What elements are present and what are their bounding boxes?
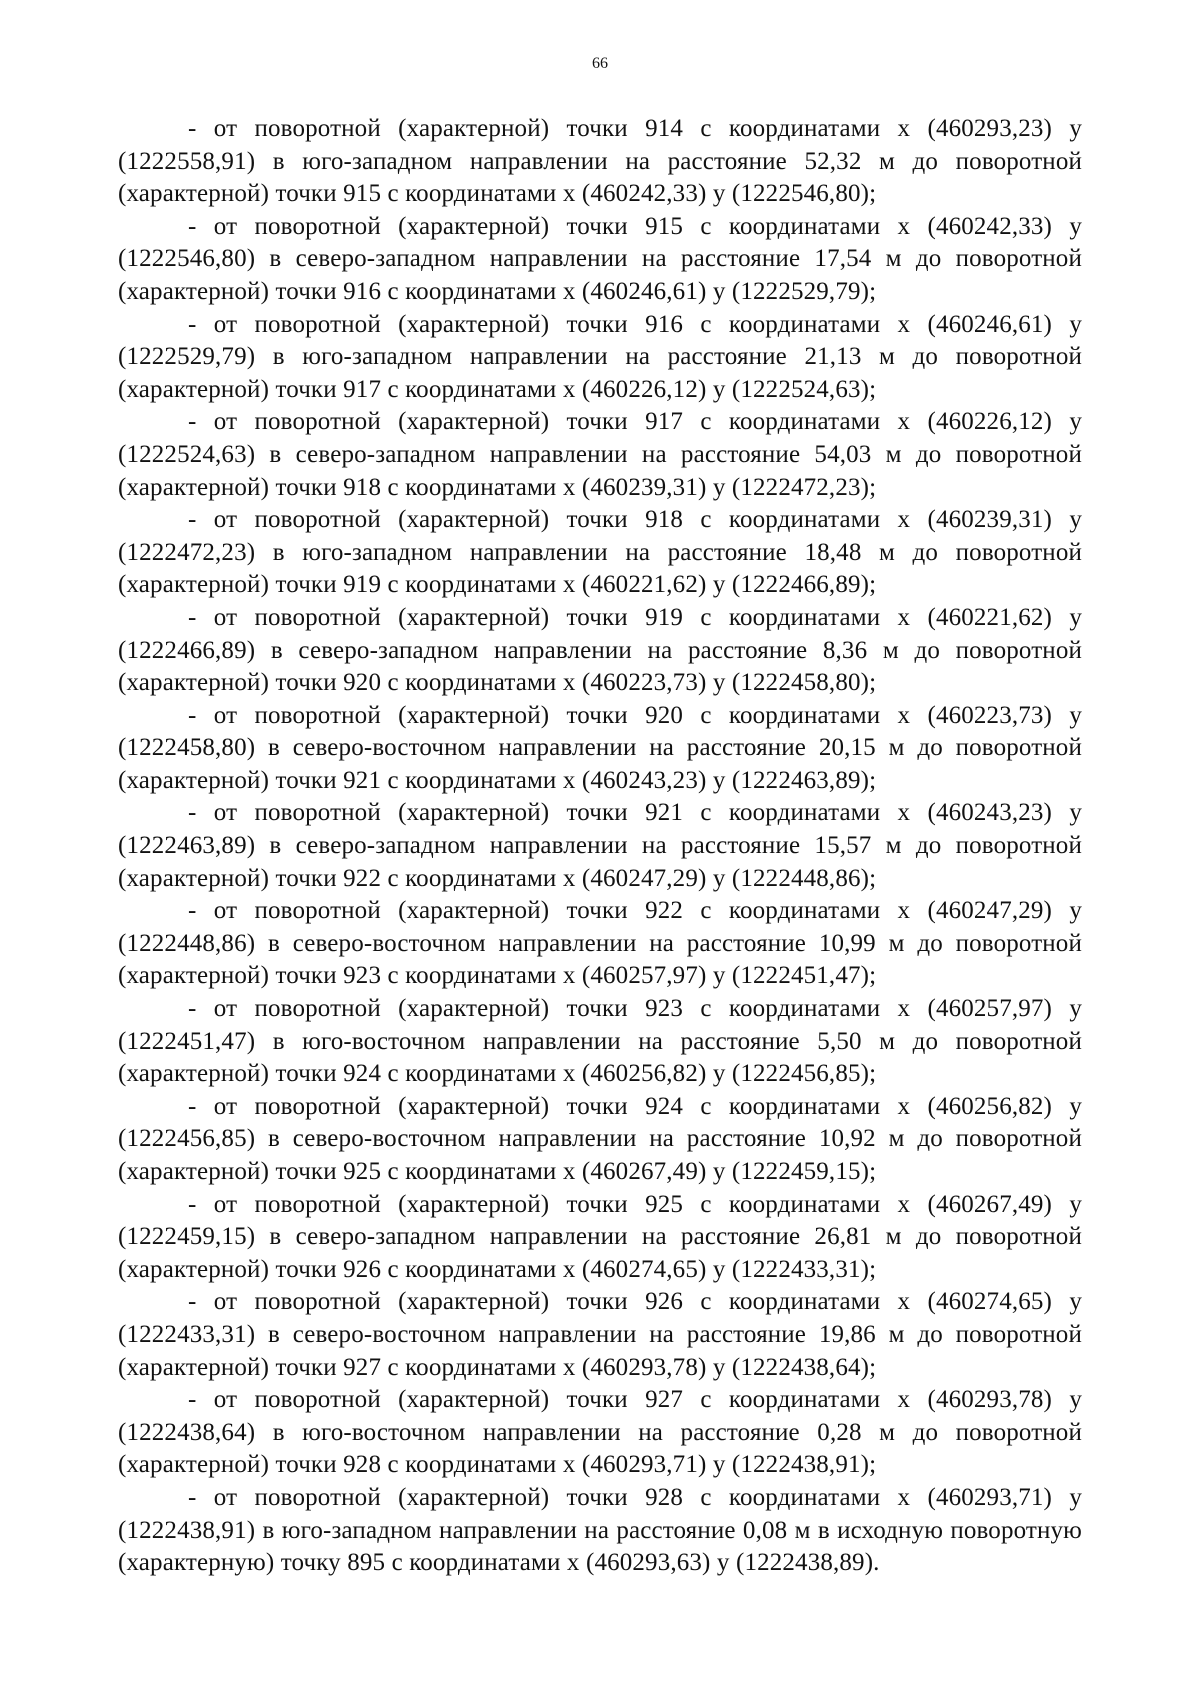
paragraph: - от поворотной (характерной) точки 915 с координатами х (460242,33) у (1222546,80) в северо-западном направлении на расстояние 17,54 м до поворотной (характерной) точки 916 с координатами х (460246,61) у (1222529,79); [118, 212, 1082, 305]
paragraph: - от поворотной (характерной) точки 926 с координатами х (460274,65) у (1222433,31) в северо-восточном направлении на расстояние 19,86 м до поворотной (характерной) точки 927 с координатами х (460293,78) у (1222438,64); [118, 1288, 1082, 1381]
paragraph: - от поворотной (характерной) точки 921 с координатами х (460243,23) у (1222463,89) в северо-западном направлении на расстояние 15,57 м до поворотной (характерной) точки 922 с координатами х (460247,29) у (1222448,86); [118, 799, 1082, 892]
paragraph: - от поворотной (характерной) точки 928 с координатами х (460293,71) у (1222438,91) в юго-западном направлении на расстояние 0,08 м в исходную поворотную (характерную) точку 895 с координатами х (460293,63) у (1222438,89). [118, 1483, 1082, 1577]
paragraph: - от поворотной (характерной) точки 923 с координатами х (460257,97) у (1222451,47) в юго-восточном направлении на расстояние 5,50 м до поворотной (характерной) точки 924 с координатами х (460256,82) у (1222456,85); [118, 995, 1082, 1088]
paragraph: - от поворотной (характерной) точки 919 с координатами х (460221,62) у (1222466,89) в северо-западном направлении на расстояние 8,36 м до поворотной (характерной) точки 920 с координатами х (460223,73) у (1222458,80); [118, 603, 1082, 697]
paragraph: - от поворотной (характерной) точки 920 с координатами х (460223,73) у (1222458,80) в северо-восточном направлении на расстояние 20,15 м до поворотной (характерной) точки 921 с координатами х (460243,23) у (1222463,89); [118, 701, 1082, 794]
page-number: 66 [592, 55, 608, 72]
document-body [118, 113, 1082, 1580]
paragraph: - от поворотной (характерной) точки 925 с координатами х (460267,49) у (1222459,15) в северо-западном направлении на расстояние 26,81 м до поворотной (характерной) точки 926 с координатами х (460274,65) у (1222433,31); [118, 1190, 1082, 1283]
paragraph: - от поворотной (характерной) точки 927 с координатами х (460293,78) у (1222438,64) в юго-восточном направлении на расстояние 0,28 м до поворотной (характерной) точки 928 с координатами х (460293,71) у (1222438,91); [118, 1386, 1082, 1479]
paragraph: - от поворотной (характерной) точки 922 с координатами х (460247,29) у (1222448,86) в северо-восточном направлении на расстояние 10,99 м до поворотной (характерной) точки 923 с координатами х (460257,97) у (1222451,47); [118, 897, 1082, 990]
paragraph: - от поворотной (характерной) точки 918 с координатами х (460239,31) у (1222472,23) в юго-западном направлении на расстояние 18,48 м до поворотной (характерной) точки 919 с координатами х (460221,62) у (1222466,89); [118, 506, 1082, 599]
paragraph: - от поворотной (характерной) точки 924 с координатами х (460256,82) у (1222456,85) в северо-восточном направлении на расстояние 10,92 м до поворотной (характерной) точки 925 с координатами х (460267,49) у (1222459,15); [118, 1092, 1082, 1185]
paragraph: - от поворотной (характерной) точки 914 с координатами х (460293,23) у (1222558,91) в юго-западном направлении на расстояние 52,32 м до поворотной (характерной) точки 915 с координатами х (460242,33) у (1222546,80); [118, 115, 1082, 208]
paragraph: - от поворотной (характерной) точки 916 с координатами х (460246,61) у (1222529,79) в юго-западном направлении на расстояние 21,13 м до поворотной (характерной) точки 917 с координатами х (460226,12) у (1222524,63); [118, 310, 1082, 403]
paragraph: - от поворотной (характерной) точки 917 с координатами х (460226,12) у (1222524,63) в северо-западном направлении на расстояние 54,03 м до поворотной (характерной) точки 918 с координатами х (460239,31) у (1222472,23); [118, 408, 1082, 501]
